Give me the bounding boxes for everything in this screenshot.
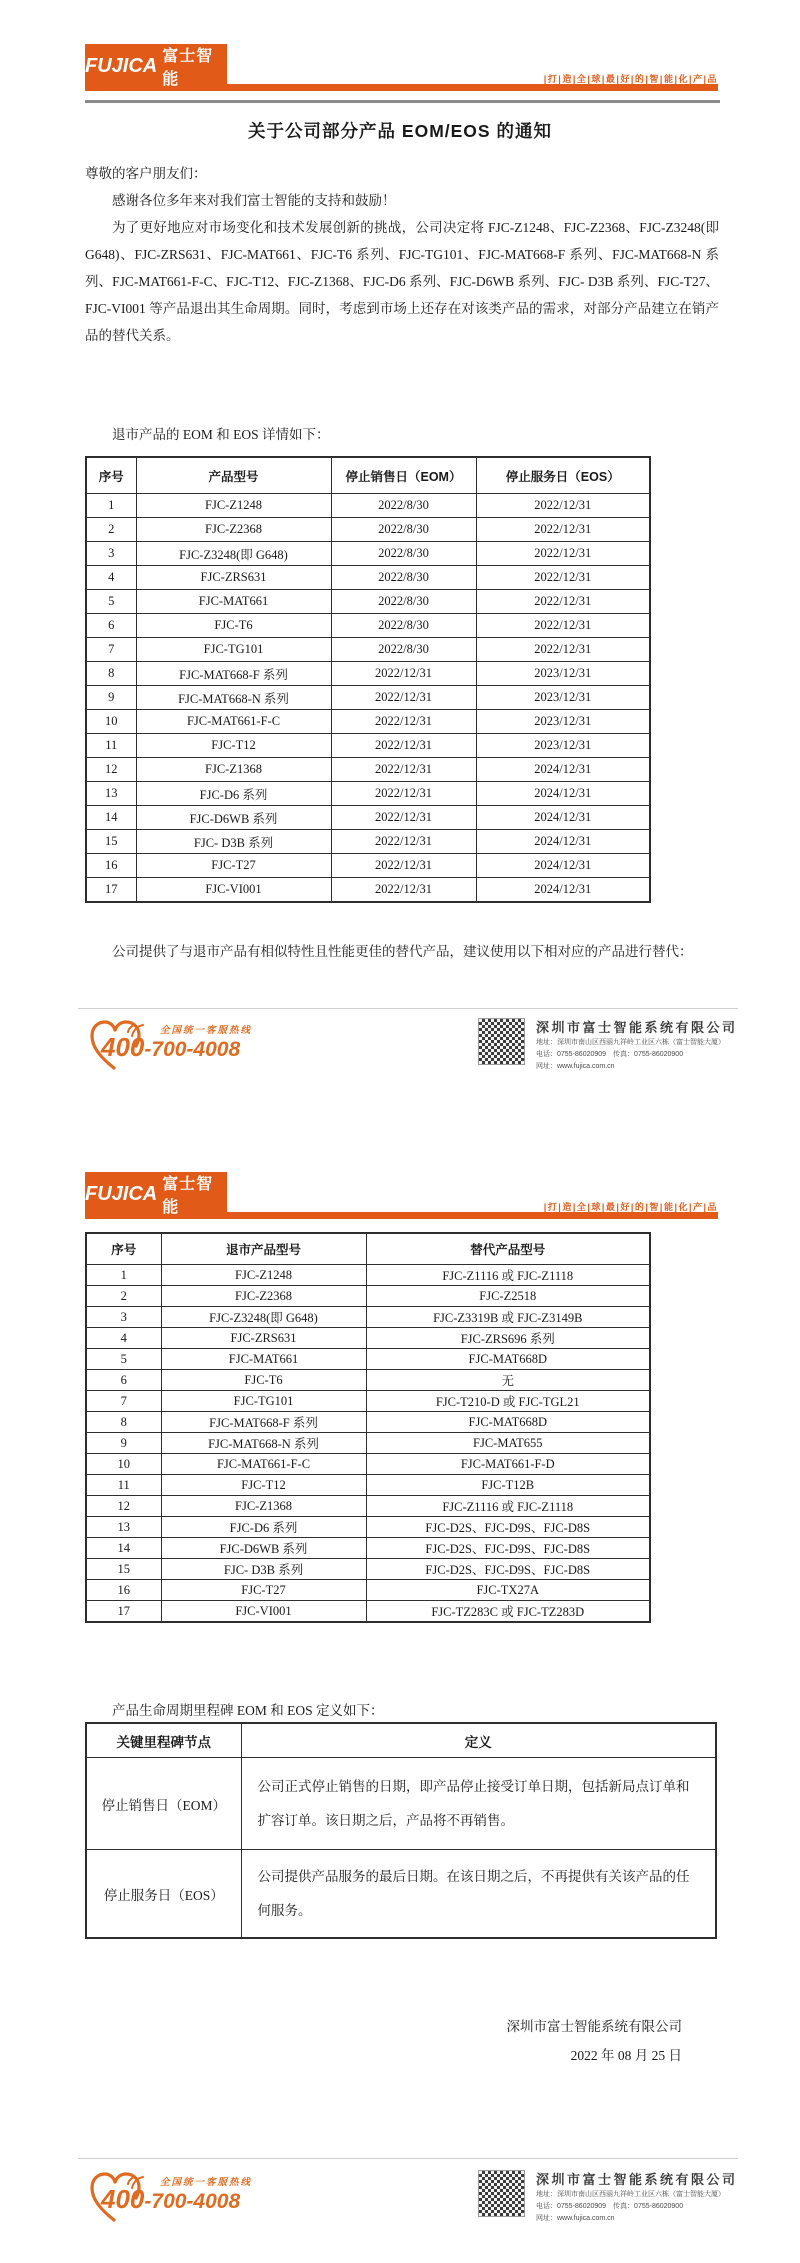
table-cell: 2022/8/30: [331, 494, 476, 518]
table-cell: FJC- D3B 系列: [161, 1559, 366, 1580]
table-cell: 2022/8/30: [331, 614, 476, 638]
table-cell: 2022/12/31: [331, 830, 476, 854]
table-cell: 2024/12/31: [476, 758, 650, 782]
table-cell: FJC-Z3248(即 G648): [161, 1307, 366, 1328]
table-cell: 2022/8/30: [331, 542, 476, 566]
table-cell: FJC-TX27A: [366, 1580, 650, 1601]
hotline-number: [101, 1032, 240, 1063]
table-row: [86, 830, 650, 854]
footer-company-info: [536, 1017, 746, 1072]
table-row: [86, 782, 650, 806]
table-cell: 15: [86, 830, 136, 854]
brand-slogan: |打|造|全|球|最|好|的|智|能|化|产|品: [543, 74, 718, 84]
table-cell: FJC-Z2518: [366, 1286, 650, 1307]
table-cell: 6: [86, 1370, 161, 1391]
table-cell: FJC-MAT661: [161, 1349, 366, 1370]
table-row: [86, 1328, 650, 1349]
table-cell: 10: [86, 710, 136, 734]
table-row: [86, 1496, 650, 1517]
column-header: 停止销售日（EOM）: [331, 457, 476, 494]
table-cell: FJC-T12: [136, 734, 331, 758]
table-cell: 2022/12/31: [331, 782, 476, 806]
table-row: [86, 686, 650, 710]
table-cell: 10: [86, 1454, 161, 1475]
table-cell: 13: [86, 1517, 161, 1538]
table-cell: FJC-Z1248: [161, 1265, 366, 1286]
table-cell: 7: [86, 1391, 161, 1412]
hotline-number: [101, 2184, 240, 2215]
table-cell: 2023/12/31: [476, 710, 650, 734]
table-cell: 1: [86, 494, 136, 518]
hotline-label: 全国统一客服热线: [160, 1025, 253, 1036]
table-cell: 5: [86, 590, 136, 614]
table-cell: 2: [86, 518, 136, 542]
hotline-rest: -700-4008: [144, 2190, 241, 2213]
table-cell: 12: [86, 758, 136, 782]
table-cell: 2024/12/31: [476, 854, 650, 878]
table-row: [86, 566, 650, 590]
fujica-logo: [85, 44, 227, 88]
table-cell: 2022/12/31: [476, 542, 650, 566]
table-row: [86, 638, 650, 662]
signature-date: 2022 年 08 月 25 日: [570, 2048, 682, 2063]
table-cell: FJC-D6 系列: [161, 1517, 366, 1538]
table-header-row: [86, 1233, 650, 1265]
table-cell: 停止销售日（EOM）: [86, 1758, 241, 1850]
footer-rule: [78, 1008, 738, 1009]
table-cell: FJC-Z1116 或 FJC-Z1118: [366, 1265, 650, 1286]
column-header: 产品型号: [136, 457, 331, 494]
table-cell: 4: [86, 566, 136, 590]
salutation: 尊敬的客户朋友们：: [85, 166, 207, 181]
table-cell: 2022/8/30: [331, 518, 476, 542]
table-cell: 1: [86, 1265, 161, 1286]
table-cell: 停止服务日（EOS）: [86, 1850, 241, 1939]
table-cell: FJC-VI001: [136, 878, 331, 903]
table-cell: 2024/12/31: [476, 830, 650, 854]
table-cell: 14: [86, 1538, 161, 1559]
table-row: [86, 1349, 650, 1370]
signature-company: 深圳市富士智能系统有限公司: [506, 2019, 682, 2034]
table-row: [86, 1517, 650, 1538]
table-cell: FJC-MAT668-F 系列: [136, 662, 331, 686]
table-row: [86, 1580, 650, 1601]
table-row: [86, 662, 650, 686]
table-cell: 2024/12/31: [476, 806, 650, 830]
logo-text-en: FUJICA: [85, 54, 158, 77]
table-cell: FJC-MAT668-N 系列: [136, 686, 331, 710]
table-cell: 17: [86, 1601, 161, 1623]
table-cell: FJC-MAT661-F-C: [161, 1454, 366, 1475]
table-cell: FJC-VI001: [161, 1601, 366, 1623]
table-row: [86, 1850, 716, 1939]
table-cell: 2022/12/31: [476, 494, 650, 518]
table-cell: 8: [86, 1412, 161, 1433]
column-header: 退市产品型号: [161, 1233, 366, 1265]
table-cell: 15: [86, 1559, 161, 1580]
table-row: [86, 1601, 650, 1623]
hotline-logo: [88, 2168, 328, 2226]
para-replace: 公司提供了与退市产品有相似特性且性能更佳的替代产品，建议使用以下相对应的产品进行替代：: [112, 944, 693, 959]
table-cell: 2022/12/31: [331, 662, 476, 686]
table-cell: 11: [86, 734, 136, 758]
table-row: [86, 1454, 650, 1475]
table-cell: 2023/12/31: [476, 662, 650, 686]
hotline-rest: -700-4008: [144, 1038, 241, 1061]
definition-table: [85, 1722, 717, 1939]
column-header: 停止服务日（EOS）: [476, 457, 650, 494]
table-cell: FJC-Z1248: [136, 494, 331, 518]
table-cell: 6: [86, 614, 136, 638]
table-row: [86, 1433, 650, 1454]
table-cell: 2023/12/31: [476, 734, 650, 758]
table-row: [86, 542, 650, 566]
header-rule: [85, 100, 720, 103]
table-cell: 无: [366, 1370, 650, 1391]
table-cell: FJC-D6WB 系列: [161, 1538, 366, 1559]
column-header: 替代产品型号: [366, 1233, 650, 1265]
table-cell: 2: [86, 1286, 161, 1307]
table-cell: 3: [86, 1307, 161, 1328]
table1-intro: 退市产品的 EOM 和 EOS 详情如下：: [112, 427, 330, 442]
table-cell: FJC-MAT668-N 系列: [161, 1433, 366, 1454]
table-cell: 2022/12/31: [331, 758, 476, 782]
table-cell: 2022/12/31: [331, 854, 476, 878]
table-cell: FJC-TZ283C 或 FJC-TZ283D: [366, 1601, 650, 1623]
column-header: 关键里程碑节点: [86, 1723, 241, 1758]
table-cell: FJC-TG101: [136, 638, 331, 662]
table-cell: FJC-ZRS631: [136, 566, 331, 590]
footer-page1: [0, 1016, 800, 1076]
table-cell: 16: [86, 854, 136, 878]
brand-slogan: |打|造|全|球|最|好|的|智|能|化|产|品: [543, 1202, 718, 1212]
table-cell: 2022/8/30: [331, 590, 476, 614]
table-row: [86, 1307, 650, 1328]
table-row: [86, 1559, 650, 1580]
table-row: [86, 1475, 650, 1496]
table-row: [86, 590, 650, 614]
table-cell: 2022/12/31: [331, 734, 476, 758]
eom-table: [85, 456, 651, 903]
table-row: [86, 710, 650, 734]
table-row: [86, 494, 650, 518]
table-cell: 2022/8/30: [331, 638, 476, 662]
table-cell: FJC-T27: [136, 854, 331, 878]
table-row: [86, 806, 650, 830]
footer-company-name: 深圳市富士智能系统有限公司: [536, 1020, 738, 1035]
table-cell: 13: [86, 782, 136, 806]
table-cell: 2022/12/31: [331, 686, 476, 710]
footer-company-info: [536, 2169, 746, 2224]
table-cell: 2022/12/31: [476, 638, 650, 662]
table-cell: FJC-MAT661: [136, 590, 331, 614]
table-cell: FJC-Z3319B 或 FJC-Z3149B: [366, 1307, 650, 1328]
para-main: 为了更好地应对市场变化和技术发展创新的挑战，公司决定将 FJC-Z1248、FJC-Z2368、FJC-Z3248(即 G648)、FJC-ZRS631、FJC-MAT661、FJC-T6 系列、FJC-TG101、FJC-MAT668-F 系列、FJC-MAT668-N 系列、FJC-MAT661-F-C、FJC-T12、FJC-Z1368、FJC-D6 系列、FJC-D6WB 系列、FJC- D3B 系列、FJC-T27、FJC-VI001 等产品退出其生命周期。同时，考虑到市场上还存在对该类产品的需求，对部分产品建立在销产品的替代关系。: [85, 220, 719, 343]
table-row: [86, 758, 650, 782]
table-cell: FJC-Z1368: [136, 758, 331, 782]
table-cell: 12: [86, 1496, 161, 1517]
table-cell: FJC-T12: [161, 1475, 366, 1496]
table-row: [86, 1370, 650, 1391]
table-cell: 2022/12/31: [331, 806, 476, 830]
table-cell: FJC-TG101: [161, 1391, 366, 1412]
footer-company-name: 深圳市富士智能系统有限公司: [536, 2172, 738, 2187]
table-cell: 2022/12/31: [476, 590, 650, 614]
table-cell: FJC-MAT661-F-D: [366, 1454, 650, 1475]
table-cell: FJC- D3B 系列: [136, 830, 331, 854]
table-header-row: [86, 1723, 716, 1758]
table-cell: FJC-ZRS696 系列: [366, 1328, 650, 1349]
table-cell: FJC-D2S、FJC-D9S、FJC-D8S: [366, 1517, 650, 1538]
table-cell: 公司正式停止销售的日期，即产品停止接受订单日期，包括新局点订单和扩容订单。该日期之后，产品将不再销售。: [241, 1758, 716, 1850]
table-cell: 2022/12/31: [331, 710, 476, 734]
table-cell: 2022/12/31: [476, 566, 650, 590]
table-cell: 2024/12/31: [476, 878, 650, 903]
replacement-table: [85, 1232, 651, 1623]
qr-code: [478, 1018, 525, 1065]
hotline-400: 400: [101, 1032, 145, 1062]
footer-phone: 电话：0755-86020909 传真：0755-86020900: [536, 1051, 684, 1058]
table-cell: 3: [86, 542, 136, 566]
table-cell: 2023/12/31: [476, 686, 650, 710]
signature-block: [507, 2012, 683, 2070]
table-cell: 2022/8/30: [331, 566, 476, 590]
table-row: [86, 1265, 650, 1286]
table-row: [86, 854, 650, 878]
table-cell: 公司提供产品服务的最后日期。在该日期之后，不再提供有关该产品的任何服务。: [241, 1850, 716, 1939]
logo-text-en: FUJICA: [85, 1182, 158, 1205]
fujica-logo: [85, 1172, 227, 1216]
table-cell: 9: [86, 1433, 161, 1454]
table-cell: FJC-MAT668-F 系列: [161, 1412, 366, 1433]
footer-page2: [0, 2168, 800, 2228]
table-row: [86, 1391, 650, 1412]
hotline-label: 全国统一客服热线: [160, 2177, 253, 2188]
logo-text-cn: 富士智能: [162, 1176, 214, 1216]
para-thanks: 感谢各位多年来对我们富士智能的支持和鼓励！: [112, 193, 396, 208]
table-cell: FJC-MAT668D: [366, 1412, 650, 1433]
table-cell: FJC-MAT655: [366, 1433, 650, 1454]
table-cell: 2022/12/31: [476, 518, 650, 542]
table-row: [86, 878, 650, 903]
table-cell: FJC-Z2368: [136, 518, 331, 542]
footer-website: 网址：www.fujica.com.cn: [536, 2215, 615, 2222]
table-row: [86, 734, 650, 758]
letterhead-page1: [0, 44, 800, 114]
table-cell: FJC-MAT661-F-C: [136, 710, 331, 734]
qr-code: [478, 2170, 525, 2217]
table-cell: FJC-T210-D 或 FJC-TGL21: [366, 1391, 650, 1412]
logo-text-cn: 富士智能: [162, 48, 214, 88]
hotline-logo: [88, 1016, 328, 1074]
table-cell: 2024/12/31: [476, 782, 650, 806]
page-title: 关于公司部分产品 EOM/EOS 的通知: [248, 121, 552, 141]
table-cell: FJC-Z2368: [161, 1286, 366, 1307]
table-cell: FJC-D6 系列: [136, 782, 331, 806]
table-cell: 5: [86, 1349, 161, 1370]
table-row: [86, 1538, 650, 1559]
footer-address: 地址：深圳市南山区西丽九祥岭工业区六栋（富士智能大厦）: [536, 2191, 725, 2198]
table3-intro: 产品生命周期里程碑 EOM 和 EOS 定义如下：: [112, 1703, 384, 1718]
column-header: 序号: [86, 1233, 161, 1265]
hotline-400: 400: [101, 2184, 145, 2214]
table-cell: 11: [86, 1475, 161, 1496]
table-cell: FJC-T27: [161, 1580, 366, 1601]
table-cell: 17: [86, 878, 136, 903]
table-cell: FJC-Z1116 或 FJC-Z1118: [366, 1496, 650, 1517]
table-cell: FJC-T12B: [366, 1475, 650, 1496]
footer-website: 网址：www.fujica.com.cn: [536, 1063, 615, 1070]
footer-address: 地址：深圳市南山区西丽九祥岭工业区六栋（富士智能大厦）: [536, 1039, 725, 1046]
table-cell: FJC-D2S、FJC-D9S、FJC-D8S: [366, 1559, 650, 1580]
table-cell: 16: [86, 1580, 161, 1601]
table-row: [86, 1758, 716, 1850]
table-cell: 9: [86, 686, 136, 710]
table-row: [86, 518, 650, 542]
table-row: [86, 614, 650, 638]
table-cell: 7: [86, 638, 136, 662]
footer-phone: 电话：0755-86020909 传真：0755-86020900: [536, 2203, 684, 2210]
table-header-row: [86, 457, 650, 494]
table-cell: FJC-ZRS631: [161, 1328, 366, 1349]
table-cell: FJC-Z1368: [161, 1496, 366, 1517]
table-cell: 2022/12/31: [331, 878, 476, 903]
table-cell: 4: [86, 1328, 161, 1349]
table-cell: FJC-T6: [161, 1370, 366, 1391]
column-header: 序号: [86, 457, 136, 494]
table-row: [86, 1286, 650, 1307]
table-cell: FJC-D2S、FJC-D9S、FJC-D8S: [366, 1538, 650, 1559]
column-header: 定义: [241, 1723, 716, 1758]
table-row: [86, 1412, 650, 1433]
table-cell: 14: [86, 806, 136, 830]
footer-rule: [78, 2158, 738, 2159]
table-cell: FJC-MAT668D: [366, 1349, 650, 1370]
table-cell: FJC-D6WB 系列: [136, 806, 331, 830]
table-cell: FJC-Z3248(即 G648): [136, 542, 331, 566]
table-cell: 2022/12/31: [476, 614, 650, 638]
table-cell: FJC-T6: [136, 614, 331, 638]
table-cell: 8: [86, 662, 136, 686]
